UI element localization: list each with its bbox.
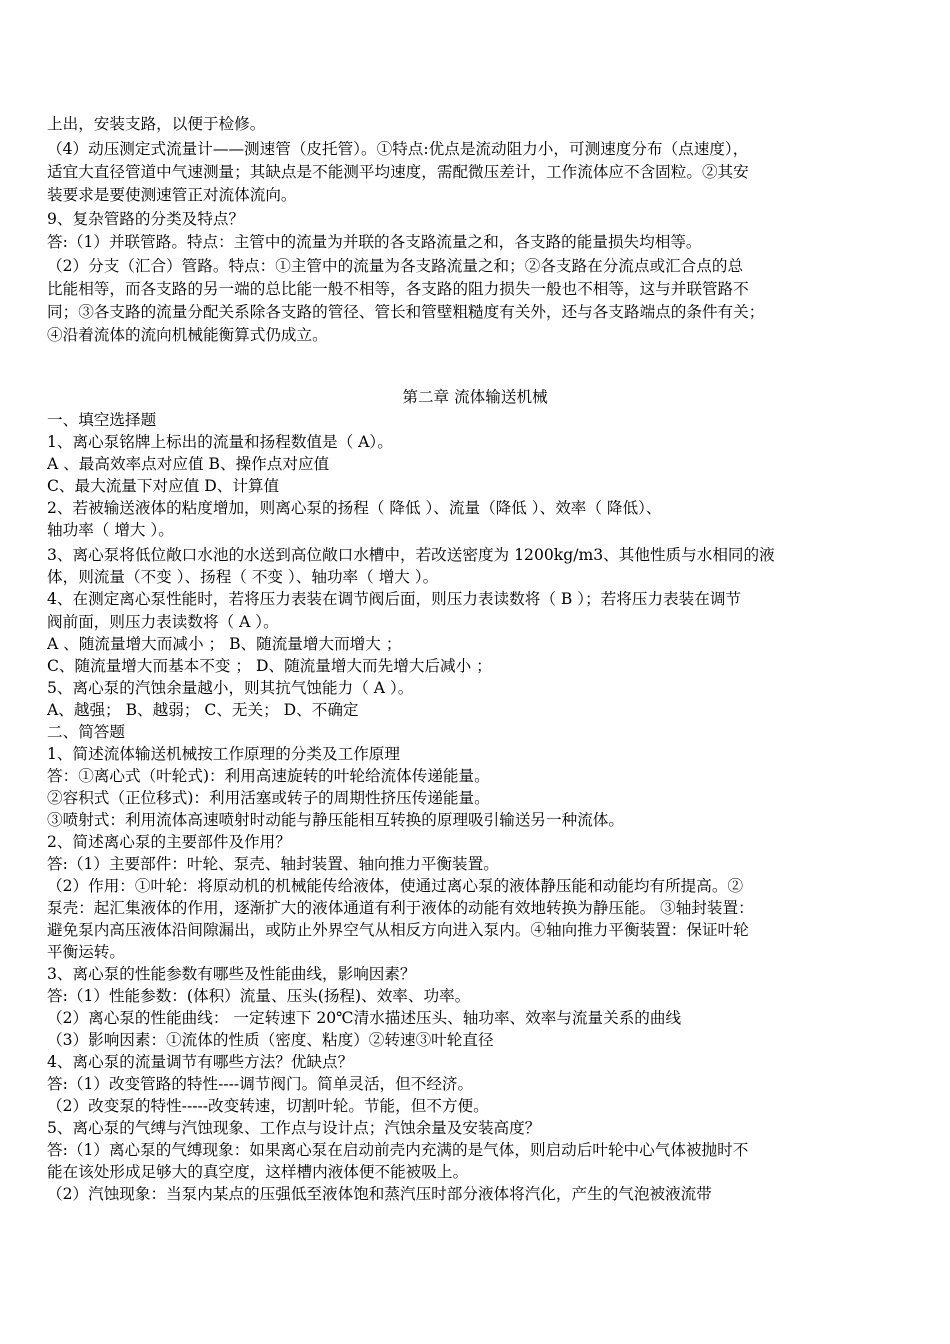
text-line: ④沿着流体的流向机械能衡算式仍成立。 xyxy=(47,326,328,344)
text-line: 泵壳：起汇集液体的作用，逐渐扩大的液体通道有利于液体的动能有效地转换为静压能。 ③轴封装置： xyxy=(47,899,754,917)
text-line: 答:（1）改变管路的特性----调节阀门。简单灵活，但不经济。 xyxy=(47,1075,474,1093)
text-line: ③喷射式：利用流体高速喷射时动能与静压能相互转换的原理吸引输送另一种流体。 xyxy=(47,811,624,829)
text-line: （4）动压测定式流量计——测速管（皮托管）。①特点:优点是流动阻力小，可测速度分布（点速度）， xyxy=(47,140,749,158)
text-line: 装要求是要使测速管正对流体流向。 xyxy=(47,186,297,204)
text-line: （2）作用：①叶轮：将原动机的机械能传给液体，使通过离心泵的液体静压能和动能均有所提高。② xyxy=(47,877,744,895)
text-line: 答:（1）主要部件：叶轮、泵壳、轴封装置、轴向推力平衡装置。 xyxy=(47,855,499,873)
text-line: 同；③各支路的流量分配关系除各支路的管径、管长和管壁粗糙度有关外，还与各支路端点的条件有关； xyxy=(47,303,765,321)
text-line: 轴功率（ 增大 ）。 xyxy=(47,521,174,539)
text-line: （2）汽蚀现象：当泵内某点的压强低至液体饱和蒸汽压时部分液体将汽化，产生的气泡被液流带 xyxy=(47,1185,712,1203)
text-line: 阀前面，则压力表读数将（ A ）。 xyxy=(47,613,279,631)
text-line: 上出，安装支路，以便于检修。 xyxy=(47,115,266,133)
text-line: 能在该处形成足够大的真空度，这样槽内液体便不能被吸上。 xyxy=(47,1163,469,1181)
question-heading: 2、若被输送液体的粘度增加，则离心泵的扬程（ 降低 ）、流量（降低 ）、效率（ 降低）、 xyxy=(47,499,662,517)
text-line: 平衡运转。 xyxy=(47,943,125,961)
text-line: （2）改变泵的特性-----改变转速，切割叶轮。节能，但不方便。 xyxy=(47,1097,489,1115)
question-heading: 5、离心泵的气缚与汽蚀现象、工作点与设计点；汽蚀余量及安装高度？ xyxy=(47,1119,541,1137)
option-line: A、越强； B、越弱； C、无关； D、不确定 xyxy=(47,701,359,719)
text-line: 答:（1）性能参数：(体积）流量、压头(扬程)、效率、功率。 xyxy=(47,987,471,1005)
question-heading: 9、复杂管路的分类及特点？ xyxy=(47,210,245,228)
section-heading: 二、简答题 xyxy=(47,723,125,741)
option-line: C、最大流量下对应值 D、计算值 xyxy=(47,477,280,495)
question-heading: 3、离心泵的性能参数有哪些及性能曲线，影响因素？ xyxy=(47,965,416,983)
question-heading: 1、离心泵铭牌上标出的流量和扬程数值是（ A）。 xyxy=(47,433,393,451)
text-line: 比能相等，而各支路的另一端的总比能一般不相等，各支路的阻力损失一般也不相等，这与并联管路不 xyxy=(47,280,749,298)
text-line: ②容积式（正位移式)：利用活塞或转子的周期性挤压传递能量。 xyxy=(47,789,490,807)
question-heading: 4、在测定离心泵性能时，若将压力表装在调节阀后面，则压力表读数将（ B ）；若将压力表装在调节 xyxy=(47,590,742,608)
question-heading: 2、简述离心泵的主要部件及作用？ xyxy=(47,833,291,851)
option-line: A 、最高效率点对应值 B、操作点对应值 xyxy=(47,455,330,473)
chapter-title: 第二章 流体输送机械 xyxy=(402,388,548,406)
option-line: A 、随流量增大而减小 ； B、随流量增大而增大 ； xyxy=(47,635,402,653)
option-line: C、随流量增大而基本不变 ； D、随流量增大而先增大后减小 ； xyxy=(47,657,492,675)
text-line: 答：①离心式（叶轮式)：利用高速旋转的叶轮给流体传递能量。 xyxy=(47,767,490,785)
text-line: 适宜大直径管道中气速测量；其缺点是不能测平均速度，需配微压差计，工作流体应不含固粒。②其安 xyxy=(47,163,749,181)
text-line: 答:（1）并联管路。特点：主管中的流量为并联的各支路流量之和，各支路的能量损失均相等。 xyxy=(47,233,702,251)
text-line: 避免泵内高压液体沿间隙漏出，或防止外界空气从相反方向进入泵内。④轴向推力平衡装置：保证叶轮 xyxy=(47,921,749,939)
question-heading: 4、离心泵的流量调节有哪些方法？优缺点？ xyxy=(47,1053,354,1071)
text-line: （2）分支（汇合）管路。特点：①主管中的流量为各支路流量之和；②各支路在分流点或汇合点的总 xyxy=(47,257,744,275)
section-heading: 一、填空选择题 xyxy=(47,411,157,429)
text-line: （3）影响因素：①流体的性质（密度、粘度）②转速③叶轮直径 xyxy=(47,1031,494,1049)
text-line: （2）离心泵的性能曲线： 一定转速下 20℃清水描述压头、轴功率、效率与流量关系的曲线 xyxy=(47,1009,682,1027)
text-line: 体，则流量（不变 ）、扬程（ 不变 ）、轴功率（ 增大 ）。 xyxy=(47,568,439,586)
text-line: 答:（1）离心泵的气缚现象：如果离心泵在启动前壳内充满的是气体，则启动后叶轮中心气体被抛时不 xyxy=(47,1141,749,1159)
question-heading: 1、简述流体输送机械按工作原理的分类及工作原理 xyxy=(47,745,400,763)
question-heading: 3、离心泵将低位敞口水池的水送到高位敞口水槽中，若改送密度为 1200kg/m3、其他性质与水相同的液 xyxy=(47,546,775,564)
question-heading: 5、离心泵的汽蚀余量越小，则其抗气蚀能力（ A ）。 xyxy=(47,679,414,697)
